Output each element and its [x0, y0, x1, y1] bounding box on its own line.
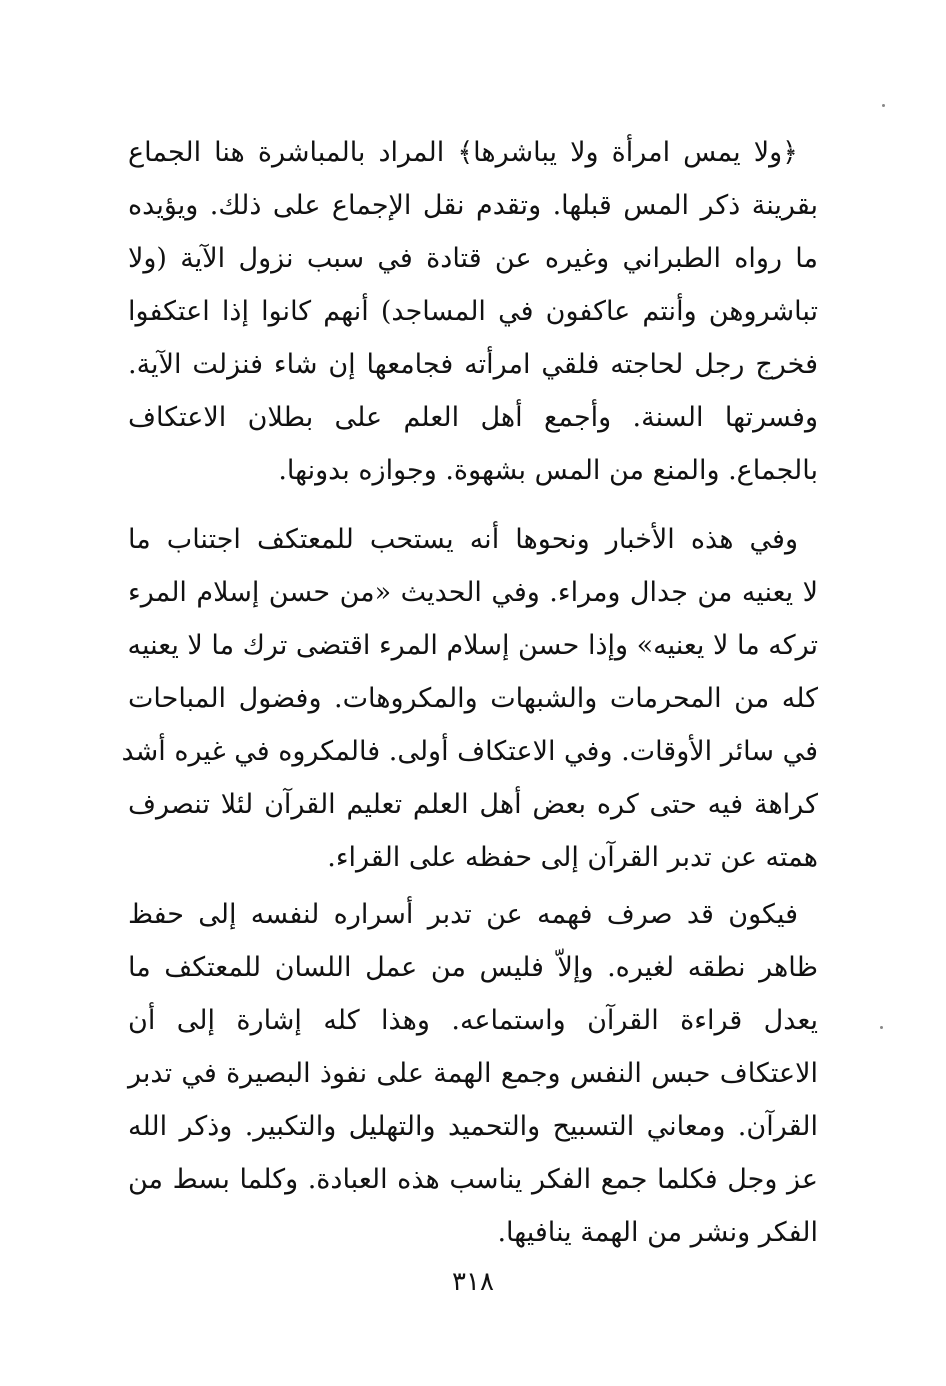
text-line: ﴿ولا يمس امرأة ولا يباشرها﴾ المراد بالمباشرة هنا الجماع — [128, 137, 798, 168]
text-line: فيكون قد صرف فهمه عن تدبر أسراره لنفسه إلى حفظ — [128, 899, 798, 930]
paragraph-contemplating-quran — [128, 888, 818, 1259]
text-line: تركه ما لا يعنيه» وإذا حسن إسلام المرء اقتضى ترك ما لا يعنيه — [127, 630, 818, 661]
text-line: وفسرتها السنة. وأجمع أهل العلم على بطلان الاعتكاف — [128, 402, 818, 433]
text-line: بالجماع. والمنع من المس بشهوة. وجوازه بدونها. — [278, 455, 818, 486]
text-line: ما رواه الطبراني وغيره عن قتادة في سبب نزول الآية (ولا — [128, 243, 818, 274]
text-line: يعدل قراءة القرآن واستماعه. وهذا كله إشارة إلى أن — [128, 1005, 818, 1036]
paragraph-avoiding-idle-talk — [121, 513, 818, 884]
margin-speck — [880, 1026, 883, 1029]
text-line: الفكر ونشر من الهمة ينافيها. — [497, 1217, 818, 1248]
page-number: ٣١٨ — [452, 1267, 494, 1297]
text-line: بقرينة ذكر المس قبلها. وتقدم نقل الإجماع على ذلك. ويؤيده — [128, 190, 818, 221]
text-line: في سائر الأوقات. وفي الاعتكاف أولى. فالمكروه في غيره أشد — [121, 736, 818, 767]
text-line: كله من المحرمات والشبهات والمكروهات. وفضول المباحات — [128, 683, 818, 714]
text-line: كراهة فيه حتى كره بعض أهل العلم تعليم القرآن لئلا تنصرف — [128, 789, 818, 820]
text-line: الاعتكاف حبس النفس وجمع الهمة على نفوذ البصيرة في تدبر — [128, 1058, 818, 1089]
paragraph-itikaf-intercourse — [128, 126, 818, 497]
text-line: وفي هذه الأخبار ونحوها أنه يستحب للمعتكف اجتناب ما — [128, 524, 798, 555]
margin-speck — [882, 104, 885, 107]
text-line: عز وجل فكلما جمع الفكر يناسب هذه العبادة. وكلما بسط من — [128, 1164, 818, 1195]
text-line: لا يعنيه من جدال ومراء. وفي الحديث «من حسن إسلام المرء — [128, 577, 818, 608]
text-line: فخرج رجل لحاجته فلقي امرأته فجامعها إن شاء فنزلت الآية. — [128, 349, 818, 380]
text-line: القرآن. ومعاني التسبيح والتحميد والتهليل والتكبير. وذكر الله — [128, 1111, 818, 1142]
text-line: ظاهر نطقه لغيره. وإلاّ فليس من عمل اللسان للمعتكف ما — [128, 952, 818, 983]
text-line: تباشروهن وأنتم عاكفون في المساجد) أنهم كانوا إذا اعتكفوا — [128, 296, 818, 327]
text-line: همته عن تدبر القرآن إلى حفظه على القراء. — [327, 842, 818, 873]
